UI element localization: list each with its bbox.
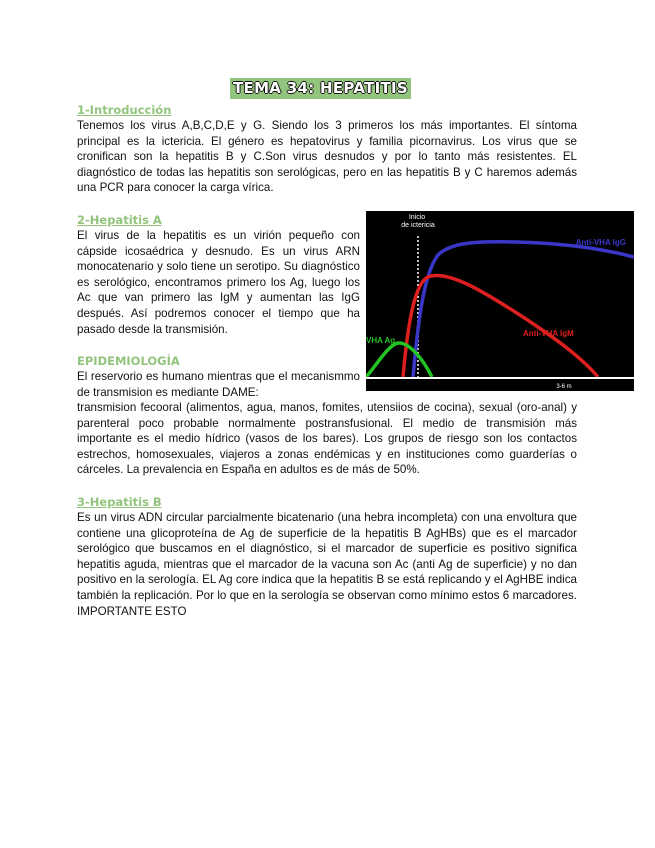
x-tick-label: 3-6 m [556,384,572,390]
hepatitis-a-paragraph: El virus de la hepatitis es un virión pequeño con cápside icosaédrica y desnudo. Es un virus ARN monocatenario y solo tiene un serotipo. Su diagnóstico es serológico, encontramos primero los Ag, luego los Ac que van primero las IgM y aumentan las IgG después. Así podremos conocer el tiempo que ha pasado desde la transmisión. [77,229,360,336]
epidemiology-heading: EPIDEMIOLOGÍA [77,354,180,368]
intro-paragraph: Tenemos los virus A,B,C,D,E y G. Siendo los 3 primeros los más importantes. El síntoma principal es la ictericia. El género es hepatovirus y familia picornavirus. Los virus que se cronifican son la hepatitis B y C.Son virus desnudos y por lo tanto más resistentes. EL diagnóstico de todas las hepatitis son serológicas, pero en las hepatitis B y C haremos además una PCR para conocer la carga vírica. [77,119,577,195]
hepatitis-b-paragraph: Es un virus ADN circular parcialmente bicatenario (una hebra incompleta) con una envoltura que contiene una glicoproteína de Ag de superficie de la hepatitis B AgHBs) que es el marcador serológico que buscamos en el diagnóstico, si el marcador de superficie es positivo significa hepatitis aguda, mientras que el marcador de la vacuna son Ac (anti Ag de superficie) y no dan positivo en la serología. EL Ag core indica que la hepatitis B se está replicando y el AgHBE indica también la replicación. Por lo que en la serología se observan como mínimo estos 6 marcadores. IMPORTANTE ESTO [77,511,577,618]
jaundice-onset-label: Inicio de ictericia [401,214,435,229]
epidemiology-paragraph: transmision fecooral (alimentos, agua, manos, fomites, utensiios de cocina), sexual (oro-anal) y parenteral poco probable normalmente postransfusional. El medio de transmisión más importante es el medio hídrico (vasos de los bares). Los grupos de riesgo son los contactos estrechos, homosexuales, viajeros a zonas endémicas y en instituciones como guarderías o cárceles. La prevalencia en España en adultos es de más de 50%. [77,401,577,477]
hepatitis-b-heading: 3-Hepatitis B [77,495,162,509]
series-label-ag: VHA Ag [366,336,396,345]
hepatitis-a-serology-chart [366,211,634,391]
epidemiology-paragraph-narrow: El reservorio es humano mientras que el mecanismmo de transmision es mediante DAME: [77,370,360,399]
intro-heading: 1-Introducción [77,103,172,117]
x-axis [366,377,634,379]
series-label-igg: Anti-VHA IgG [575,238,626,247]
page-title: TEMA 34: HEPATITIS [230,78,411,99]
hepatitis-a-heading: 2-Hepatitis A [77,213,162,227]
series-label-igm: Anti-VHA IgM [523,329,574,338]
